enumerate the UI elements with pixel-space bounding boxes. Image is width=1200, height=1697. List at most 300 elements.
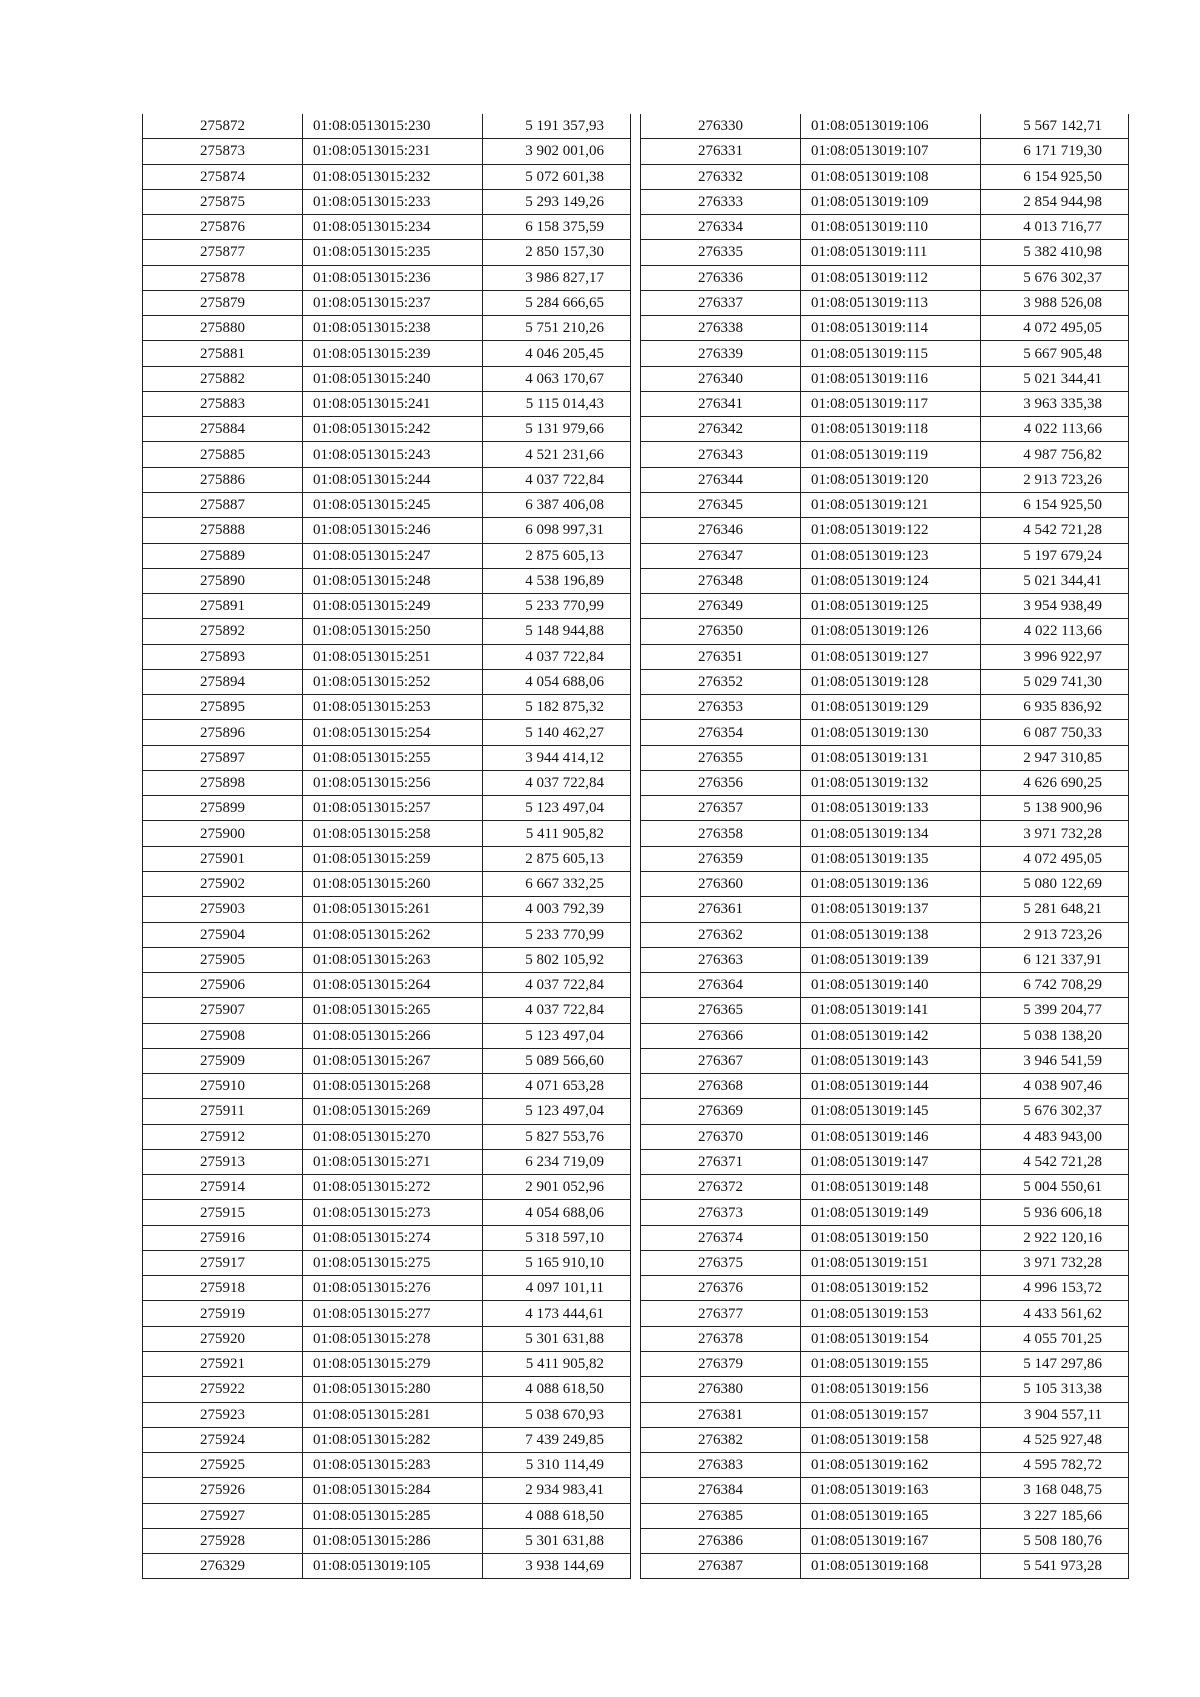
value-cell: 2 913 723,26: [981, 922, 1129, 947]
row-number-cell: 276366: [641, 1023, 801, 1048]
cadastral-number-cell: 01:08:0513019:129: [801, 695, 981, 720]
value-cell: 3 971 732,28: [981, 1250, 1129, 1275]
value-cell: 3 944 414,12: [483, 745, 631, 770]
table-row: [143, 164, 631, 189]
value-cell: 3 971 732,28: [981, 821, 1129, 846]
cadastral-number-cell: 01:08:0513015:285: [303, 1503, 483, 1528]
table-row: [143, 568, 631, 593]
value-cell: 3 938 144,69: [483, 1554, 631, 1579]
table-row: [143, 1276, 631, 1301]
row-number-cell: 275903: [143, 897, 303, 922]
table-row: [143, 1453, 631, 1478]
value-cell: 4 525 927,48: [981, 1427, 1129, 1452]
value-cell: 5 197 679,24: [981, 543, 1129, 568]
row-number-cell: 276377: [641, 1301, 801, 1326]
table-row: [143, 1124, 631, 1149]
row-number-cell: 276359: [641, 846, 801, 871]
row-number-cell: 276356: [641, 770, 801, 795]
cadastral-number-cell: 01:08:0513015:235: [303, 240, 483, 265]
cadastral-number-cell: 01:08:0513019:155: [801, 1352, 981, 1377]
value-cell: 3 988 526,08: [981, 290, 1129, 315]
row-number-cell: 275908: [143, 1023, 303, 1048]
value-cell: 5 751 210,26: [483, 316, 631, 341]
cadastral-number-cell: 01:08:0513019:152: [801, 1276, 981, 1301]
cadastral-number-cell: 01:08:0513019:145: [801, 1099, 981, 1124]
value-cell: 4 542 721,28: [981, 1149, 1129, 1174]
cadastral-number-cell: 01:08:0513015:283: [303, 1453, 483, 1478]
row-number-cell: 275881: [143, 341, 303, 366]
value-cell: 4 088 618,50: [483, 1503, 631, 1528]
row-number-cell: 275899: [143, 796, 303, 821]
row-number-cell: 275876: [143, 215, 303, 240]
registry-table-right-body: [641, 114, 1129, 1579]
table-row: [143, 1023, 631, 1048]
row-number-cell: 276341: [641, 391, 801, 416]
cadastral-number-cell: 01:08:0513019:144: [801, 1074, 981, 1099]
row-number-cell: 275919: [143, 1301, 303, 1326]
row-number-cell: 276368: [641, 1074, 801, 1099]
cadastral-number-cell: 01:08:0513015:275: [303, 1250, 483, 1275]
cadastral-number-cell: 01:08:0513015:279: [303, 1352, 483, 1377]
table-row: [641, 1554, 1129, 1579]
cadastral-number-cell: 01:08:0513019:157: [801, 1402, 981, 1427]
table-row: [143, 467, 631, 492]
row-number-cell: 275902: [143, 871, 303, 896]
cadastral-number-cell: 01:08:0513015:259: [303, 846, 483, 871]
value-cell: 4 483 943,00: [981, 1124, 1129, 1149]
row-number-cell: 276379: [641, 1352, 801, 1377]
row-number-cell: 276384: [641, 1478, 801, 1503]
table-row: [143, 1074, 631, 1099]
row-number-cell: 276367: [641, 1048, 801, 1073]
value-cell: 4 038 907,46: [981, 1074, 1129, 1099]
value-cell: 3 227 185,66: [981, 1503, 1129, 1528]
cadastral-number-cell: 01:08:0513019:121: [801, 492, 981, 517]
cadastral-number-cell: 01:08:0513015:237: [303, 290, 483, 315]
value-cell: 4 046 205,45: [483, 341, 631, 366]
value-cell: 4 037 722,84: [483, 770, 631, 795]
row-number-cell: 275890: [143, 568, 303, 593]
row-number-cell: 276372: [641, 1175, 801, 1200]
cadastral-number-cell: 01:08:0513015:249: [303, 594, 483, 619]
value-cell: 5 123 497,04: [483, 1099, 631, 1124]
cadastral-number-cell: 01:08:0513019:162: [801, 1453, 981, 1478]
table-row: [641, 189, 1129, 214]
value-cell: 4 037 722,84: [483, 467, 631, 492]
row-number-cell: 275879: [143, 290, 303, 315]
table-row: [641, 1528, 1129, 1553]
row-number-cell: 276352: [641, 669, 801, 694]
row-number-cell: 275873: [143, 139, 303, 164]
value-cell: 5 827 553,76: [483, 1124, 631, 1149]
row-number-cell: 275912: [143, 1124, 303, 1149]
table-row: [641, 821, 1129, 846]
value-cell: 5 089 566,60: [483, 1048, 631, 1073]
cadastral-number-cell: 01:08:0513019:113: [801, 290, 981, 315]
cadastral-number-cell: 01:08:0513019:123: [801, 543, 981, 568]
cadastral-number-cell: 01:08:0513019:151: [801, 1250, 981, 1275]
table-row: [641, 240, 1129, 265]
cadastral-number-cell: 01:08:0513015:282: [303, 1427, 483, 1452]
cadastral-number-cell: 01:08:0513015:266: [303, 1023, 483, 1048]
row-number-cell: 275925: [143, 1453, 303, 1478]
row-number-cell: 276373: [641, 1200, 801, 1225]
value-cell: 6 742 708,29: [981, 973, 1129, 998]
table-row: [143, 1377, 631, 1402]
value-cell: 3 963 335,38: [981, 391, 1129, 416]
cadastral-number-cell: 01:08:0513019:146: [801, 1124, 981, 1149]
table-row: [641, 1175, 1129, 1200]
cadastral-number-cell: 01:08:0513015:255: [303, 745, 483, 770]
row-number-cell: 276385: [641, 1503, 801, 1528]
value-cell: 5 233 770,99: [483, 922, 631, 947]
row-number-cell: 276357: [641, 796, 801, 821]
cadastral-number-cell: 01:08:0513019:106: [801, 114, 981, 139]
table-row: [143, 1528, 631, 1553]
cadastral-number-cell: 01:08:0513019:139: [801, 947, 981, 972]
value-cell: 2 901 052,96: [483, 1175, 631, 1200]
table-row: [641, 290, 1129, 315]
cadastral-number-cell: 01:08:0513015:239: [303, 341, 483, 366]
row-number-cell: 276353: [641, 695, 801, 720]
table-row: [641, 770, 1129, 795]
cadastral-number-cell: 01:08:0513019:150: [801, 1225, 981, 1250]
value-cell: 2 922 120,16: [981, 1225, 1129, 1250]
table-row: [641, 518, 1129, 543]
table-row: [143, 1427, 631, 1452]
table-row: [143, 846, 631, 871]
table-row: [143, 341, 631, 366]
cadastral-number-cell: 01:08:0513019:127: [801, 644, 981, 669]
value-cell: 3 954 938,49: [981, 594, 1129, 619]
cadastral-number-cell: 01:08:0513015:245: [303, 492, 483, 517]
value-cell: 5 165 910,10: [483, 1250, 631, 1275]
cadastral-number-cell: 01:08:0513019:149: [801, 1200, 981, 1225]
row-number-cell: 276334: [641, 215, 801, 240]
table-row: [641, 846, 1129, 871]
row-number-cell: 275922: [143, 1377, 303, 1402]
table-row: [143, 139, 631, 164]
row-number-cell: 275885: [143, 442, 303, 467]
value-cell: 5 284 666,65: [483, 290, 631, 315]
table-row: [641, 1250, 1129, 1275]
table-row: [641, 467, 1129, 492]
cadastral-number-cell: 01:08:0513015:252: [303, 669, 483, 694]
cadastral-number-cell: 01:08:0513019:136: [801, 871, 981, 896]
table-row: [641, 417, 1129, 442]
cadastral-number-cell: 01:08:0513019:148: [801, 1175, 981, 1200]
row-number-cell: 276370: [641, 1124, 801, 1149]
table-row: [641, 366, 1129, 391]
row-number-cell: 275886: [143, 467, 303, 492]
value-cell: 5 004 550,61: [981, 1175, 1129, 1200]
table-row: [641, 644, 1129, 669]
cadastral-number-cell: 01:08:0513015:284: [303, 1478, 483, 1503]
cadastral-number-cell: 01:08:0513019:147: [801, 1149, 981, 1174]
row-number-cell: 276333: [641, 189, 801, 214]
value-cell: 2 875 605,13: [483, 543, 631, 568]
value-cell: 5 182 875,32: [483, 695, 631, 720]
cadastral-number-cell: 01:08:0513015:260: [303, 871, 483, 896]
cadastral-number-cell: 01:08:0513019:119: [801, 442, 981, 467]
table-row: [143, 770, 631, 795]
table-row: [143, 215, 631, 240]
table-row: [641, 1402, 1129, 1427]
value-cell: 5 191 357,93: [483, 114, 631, 139]
cadastral-number-cell: 01:08:0513015:286: [303, 1528, 483, 1553]
row-number-cell: 275880: [143, 316, 303, 341]
table-row: [143, 518, 631, 543]
row-number-cell: 275915: [143, 1200, 303, 1225]
row-number-cell: 276345: [641, 492, 801, 517]
cadastral-number-cell: 01:08:0513019:153: [801, 1301, 981, 1326]
row-number-cell: 275921: [143, 1352, 303, 1377]
row-number-cell: 275904: [143, 922, 303, 947]
row-number-cell: 276331: [641, 139, 801, 164]
row-number-cell: 276369: [641, 1099, 801, 1124]
value-cell: 5 411 905,82: [483, 821, 631, 846]
value-cell: 4 996 153,72: [981, 1276, 1129, 1301]
table-row: [641, 973, 1129, 998]
cadastral-number-cell: 01:08:0513019:128: [801, 669, 981, 694]
table-row: [641, 796, 1129, 821]
table-row: [641, 1326, 1129, 1351]
value-cell: 3 986 827,17: [483, 265, 631, 290]
table-row: [143, 821, 631, 846]
value-cell: 6 171 719,30: [981, 139, 1129, 164]
cadastral-number-cell: 01:08:0513015:256: [303, 770, 483, 795]
cadastral-number-cell: 01:08:0513015:274: [303, 1225, 483, 1250]
value-cell: 4 987 756,82: [981, 442, 1129, 467]
table-row: [143, 1402, 631, 1427]
table-row: [641, 1124, 1129, 1149]
cadastral-number-cell: 01:08:0513015:272: [303, 1175, 483, 1200]
row-number-cell: 276342: [641, 417, 801, 442]
row-number-cell: 276375: [641, 1250, 801, 1275]
cadastral-number-cell: 01:08:0513015:242: [303, 417, 483, 442]
row-number-cell: 276351: [641, 644, 801, 669]
row-number-cell: 275911: [143, 1099, 303, 1124]
cadastral-number-cell: 01:08:0513015:258: [303, 821, 483, 846]
cadastral-number-cell: 01:08:0513019:116: [801, 366, 981, 391]
row-number-cell: 276358: [641, 821, 801, 846]
value-cell: 5 676 302,37: [981, 1099, 1129, 1124]
cadastral-number-cell: 01:08:0513019:165: [801, 1503, 981, 1528]
cadastral-number-cell: 01:08:0513019:137: [801, 897, 981, 922]
row-number-cell: 276364: [641, 973, 801, 998]
cadastral-number-cell: 01:08:0513019:142: [801, 1023, 981, 1048]
cadastral-number-cell: 01:08:0513015:230: [303, 114, 483, 139]
value-cell: 2 850 157,30: [483, 240, 631, 265]
row-number-cell: 276386: [641, 1528, 801, 1553]
value-cell: 5 138 900,96: [981, 796, 1129, 821]
value-cell: 5 105 313,38: [981, 1377, 1129, 1402]
row-number-cell: 276365: [641, 998, 801, 1023]
table-row: [641, 1048, 1129, 1073]
row-number-cell: 275901: [143, 846, 303, 871]
table-row: [143, 998, 631, 1023]
value-cell: 5 021 344,41: [981, 568, 1129, 593]
value-cell: 5 021 344,41: [981, 366, 1129, 391]
value-cell: 4 542 721,28: [981, 518, 1129, 543]
cadastral-number-cell: 01:08:0513019:122: [801, 518, 981, 543]
value-cell: 2 934 983,41: [483, 1478, 631, 1503]
row-number-cell: 275893: [143, 644, 303, 669]
table-row: [641, 619, 1129, 644]
table-row: [641, 215, 1129, 240]
table-row: [143, 695, 631, 720]
row-number-cell: 276354: [641, 720, 801, 745]
registry-table-left: [142, 114, 631, 1579]
table-row: [143, 644, 631, 669]
cadastral-number-cell: 01:08:0513019:117: [801, 391, 981, 416]
table-row: [641, 897, 1129, 922]
row-number-cell: 275906: [143, 973, 303, 998]
registry-table-right: [640, 114, 1129, 1579]
value-cell: 4 054 688,06: [483, 669, 631, 694]
table-row: [143, 543, 631, 568]
cadastral-number-cell: 01:08:0513015:240: [303, 366, 483, 391]
table-row: [143, 594, 631, 619]
cadastral-number-cell: 01:08:0513019:133: [801, 796, 981, 821]
table-row: [641, 1225, 1129, 1250]
table-row: [641, 442, 1129, 467]
cadastral-number-cell: 01:08:0513015:264: [303, 973, 483, 998]
cadastral-number-cell: 01:08:0513015:248: [303, 568, 483, 593]
table-row: [143, 1503, 631, 1528]
row-number-cell: 275924: [143, 1427, 303, 1452]
value-cell: 4 072 495,05: [981, 846, 1129, 871]
row-number-cell: 276387: [641, 1554, 801, 1579]
row-number-cell: 275907: [143, 998, 303, 1023]
value-cell: 5 310 114,49: [483, 1453, 631, 1478]
cadastral-number-cell: 01:08:0513019:143: [801, 1048, 981, 1073]
value-cell: 5 508 180,76: [981, 1528, 1129, 1553]
row-number-cell: 275909: [143, 1048, 303, 1073]
row-number-cell: 276382: [641, 1427, 801, 1452]
table-row: [143, 1301, 631, 1326]
cadastral-number-cell: 01:08:0513019:135: [801, 846, 981, 871]
cadastral-number-cell: 01:08:0513019:112: [801, 265, 981, 290]
cadastral-number-cell: 01:08:0513019:163: [801, 1478, 981, 1503]
row-number-cell: 276374: [641, 1225, 801, 1250]
cadastral-number-cell: 01:08:0513015:234: [303, 215, 483, 240]
value-cell: 4 037 722,84: [483, 973, 631, 998]
row-number-cell: 276335: [641, 240, 801, 265]
cadastral-number-cell: 01:08:0513019:134: [801, 821, 981, 846]
value-cell: 5 080 122,69: [981, 871, 1129, 896]
value-cell: 4 022 113,66: [981, 417, 1129, 442]
cadastral-number-cell: 01:08:0513015:243: [303, 442, 483, 467]
value-cell: 5 301 631,88: [483, 1528, 631, 1553]
table-row: [641, 1200, 1129, 1225]
table-row: [641, 1099, 1129, 1124]
row-number-cell: 276350: [641, 619, 801, 644]
row-number-cell: 276332: [641, 164, 801, 189]
value-cell: 6 154 925,50: [981, 492, 1129, 517]
table-row: [143, 669, 631, 694]
table-row: [143, 796, 631, 821]
cadastral-number-cell: 01:08:0513019:120: [801, 467, 981, 492]
row-number-cell: 275918: [143, 1276, 303, 1301]
row-number-cell: 275888: [143, 518, 303, 543]
cadastral-number-cell: 01:08:0513015:244: [303, 467, 483, 492]
cadastral-number-cell: 01:08:0513019:140: [801, 973, 981, 998]
row-number-cell: 276362: [641, 922, 801, 947]
table-row: [641, 1149, 1129, 1174]
table-row: [641, 594, 1129, 619]
table-row: [641, 1074, 1129, 1099]
row-number-cell: 276347: [641, 543, 801, 568]
value-cell: 5 147 297,86: [981, 1352, 1129, 1377]
table-row: [641, 568, 1129, 593]
value-cell: 4 521 231,66: [483, 442, 631, 467]
value-cell: 5 029 741,30: [981, 669, 1129, 694]
value-cell: 6 087 750,33: [981, 720, 1129, 745]
cadastral-number-cell: 01:08:0513015:246: [303, 518, 483, 543]
row-number-cell: 276360: [641, 871, 801, 896]
table-row: [641, 871, 1129, 896]
cadastral-number-cell: 01:08:0513015:277: [303, 1301, 483, 1326]
row-number-cell: 275923: [143, 1402, 303, 1427]
cadastral-number-cell: 01:08:0513015:276: [303, 1276, 483, 1301]
cadastral-number-cell: 01:08:0513015:271: [303, 1149, 483, 1174]
row-number-cell: 275920: [143, 1326, 303, 1351]
cadastral-number-cell: 01:08:0513019:130: [801, 720, 981, 745]
value-cell: 5 233 770,99: [483, 594, 631, 619]
table-row: [641, 947, 1129, 972]
table-row: [641, 1276, 1129, 1301]
row-number-cell: 275916: [143, 1225, 303, 1250]
row-number-cell: 275927: [143, 1503, 303, 1528]
table-row: [143, 316, 631, 341]
table-row: [641, 265, 1129, 290]
cadastral-number-cell: 01:08:0513015:261: [303, 897, 483, 922]
cadastral-number-cell: 01:08:0513015:236: [303, 265, 483, 290]
row-number-cell: 276348: [641, 568, 801, 593]
table-row: [143, 973, 631, 998]
row-number-cell: 276330: [641, 114, 801, 139]
row-number-cell: 276380: [641, 1377, 801, 1402]
row-number-cell: 276339: [641, 341, 801, 366]
cadastral-number-cell: 01:08:0513015:267: [303, 1048, 483, 1073]
table-row: [143, 366, 631, 391]
cadastral-number-cell: 01:08:0513019:168: [801, 1554, 981, 1579]
row-number-cell: 276344: [641, 467, 801, 492]
cadastral-number-cell: 01:08:0513019:109: [801, 189, 981, 214]
table-row: [143, 417, 631, 442]
value-cell: 5 038 670,93: [483, 1402, 631, 1427]
cadastral-number-cell: 01:08:0513019:156: [801, 1377, 981, 1402]
table-row: [641, 114, 1129, 139]
value-cell: 5 802 105,92: [483, 947, 631, 972]
table-row: [143, 1225, 631, 1250]
value-cell: 5 567 142,71: [981, 114, 1129, 139]
table-row: [641, 922, 1129, 947]
row-number-cell: 275900: [143, 821, 303, 846]
value-cell: 6 098 997,31: [483, 518, 631, 543]
value-cell: 7 439 249,85: [483, 1427, 631, 1452]
value-cell: 4 088 618,50: [483, 1377, 631, 1402]
row-number-cell: 276349: [641, 594, 801, 619]
row-number-cell: 275895: [143, 695, 303, 720]
value-cell: 5 072 601,38: [483, 164, 631, 189]
table-row: [143, 114, 631, 139]
row-number-cell: 275926: [143, 1478, 303, 1503]
value-cell: 3 168 048,75: [981, 1478, 1129, 1503]
table-row: [143, 391, 631, 416]
value-cell: 5 293 149,26: [483, 189, 631, 214]
